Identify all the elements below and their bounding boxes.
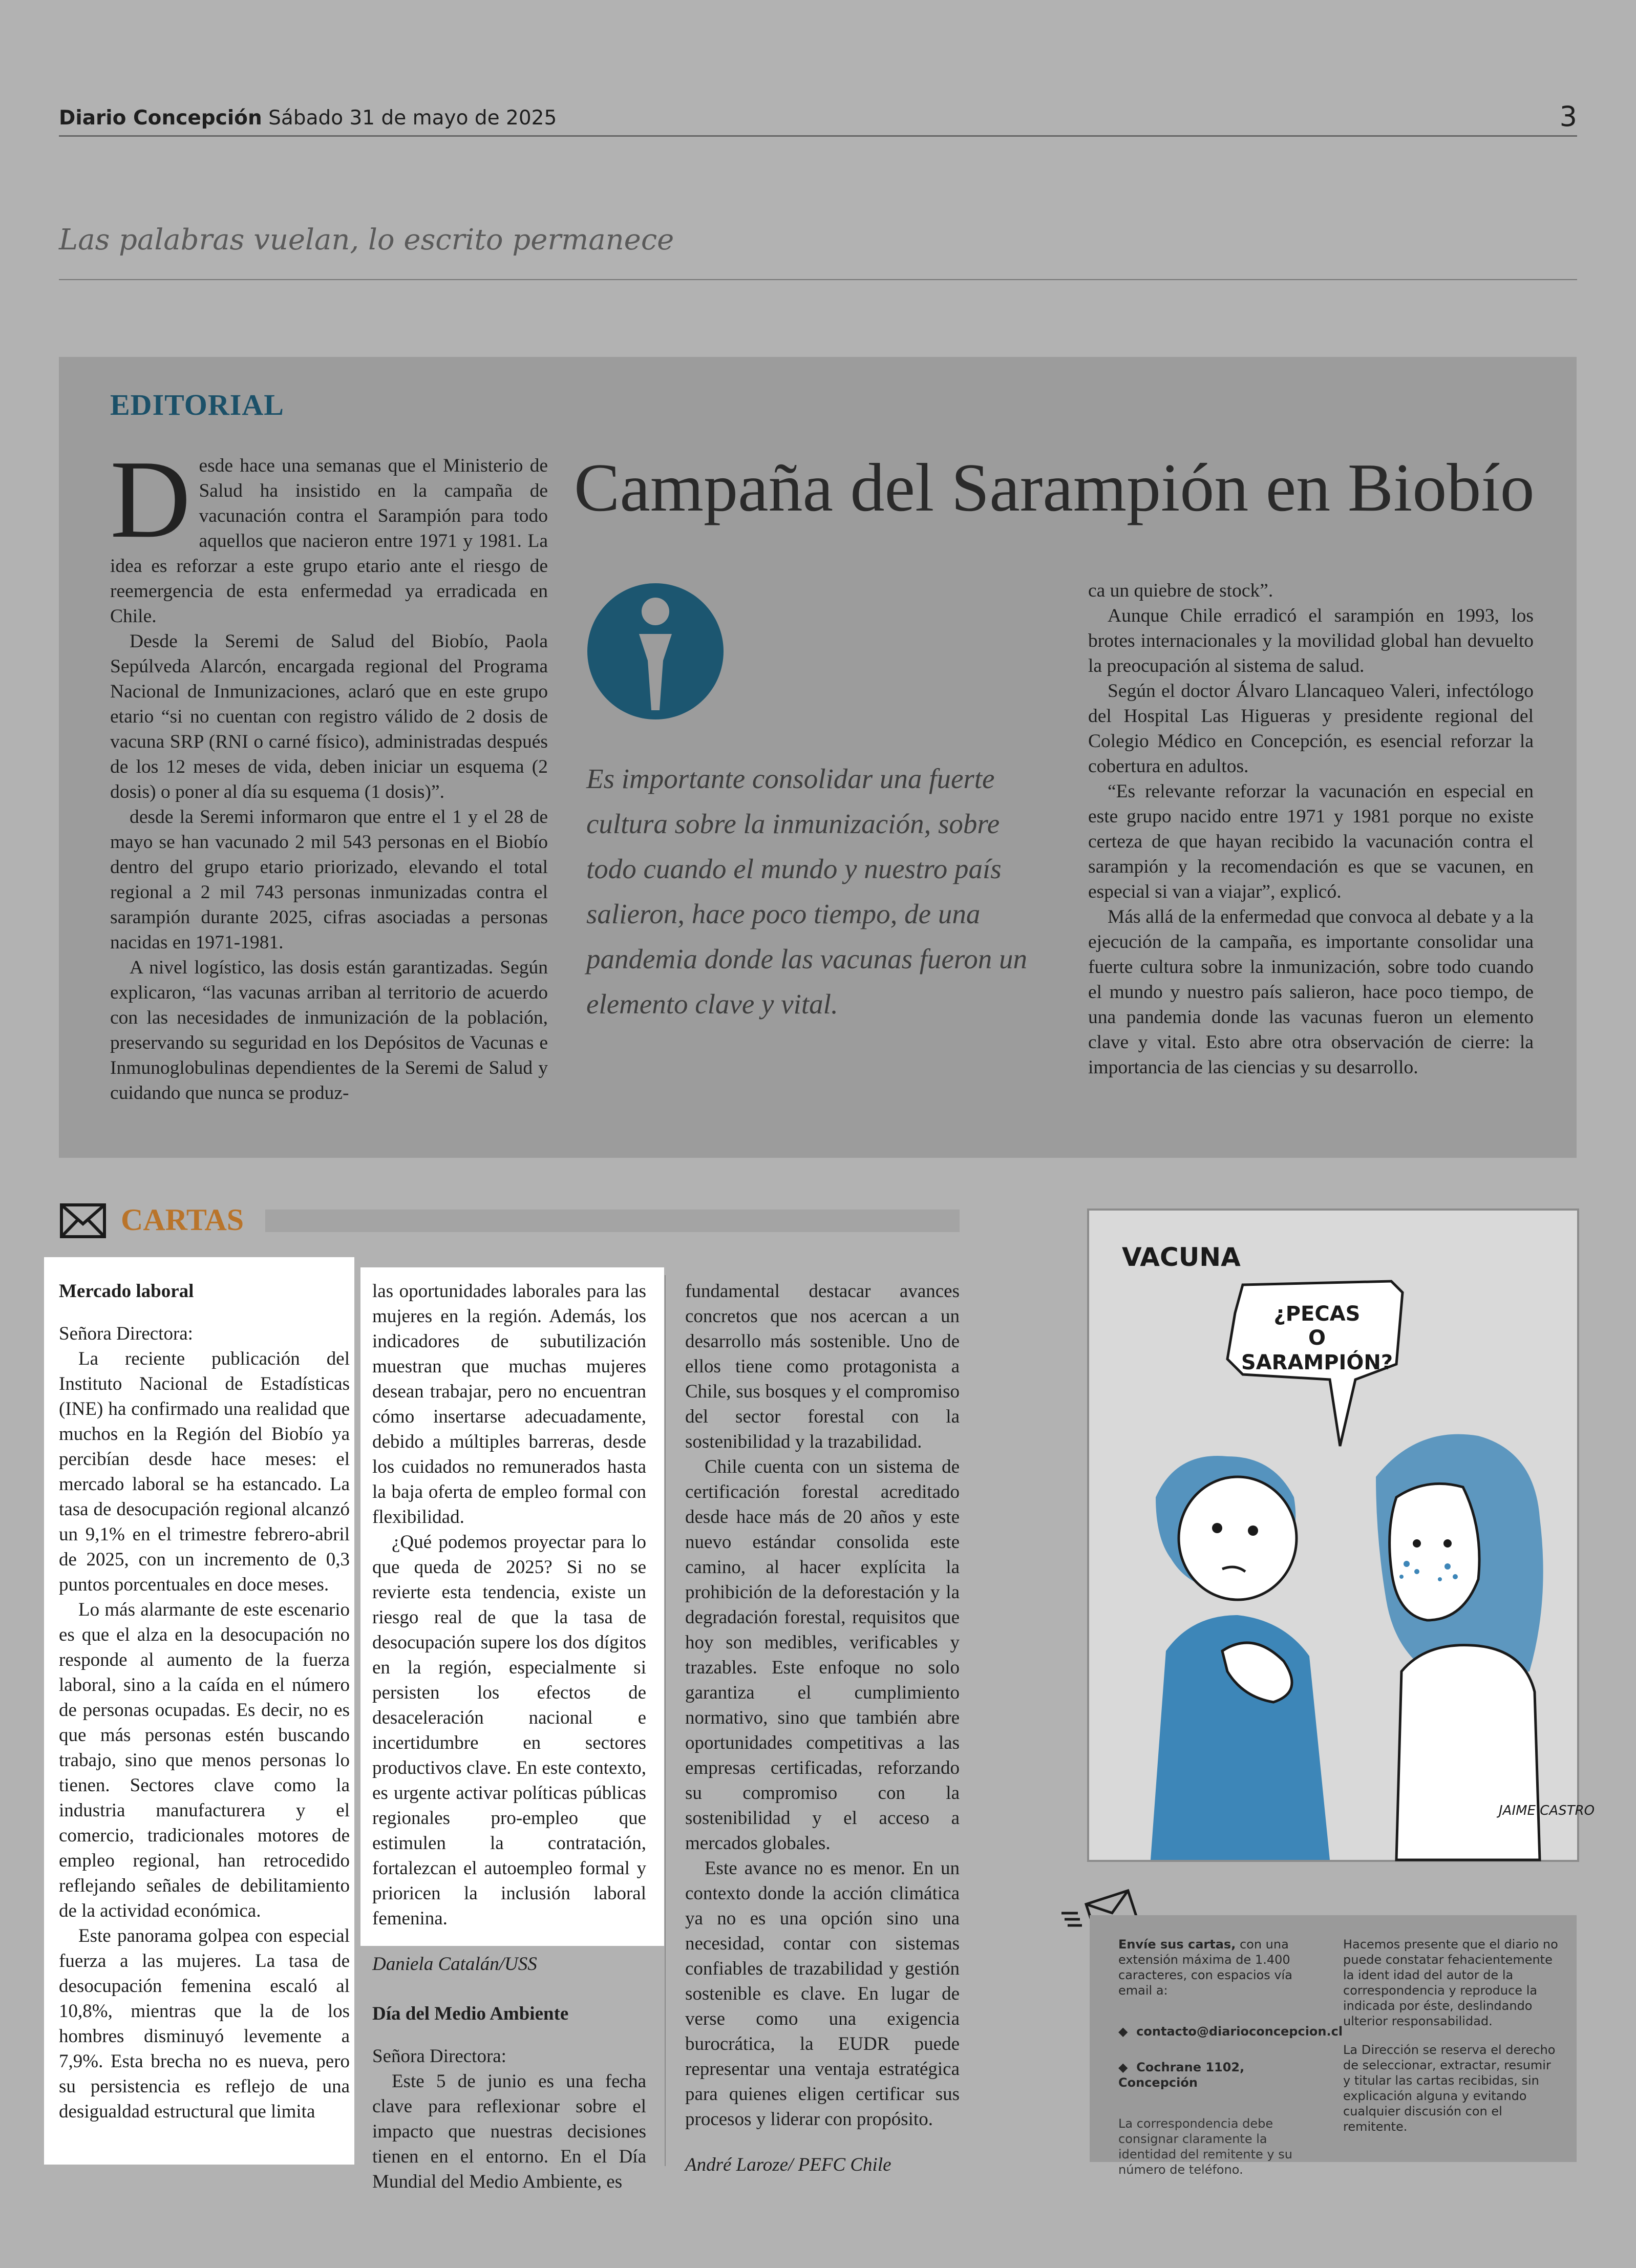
editorial-paragraph: Aunque Chile erradicó el sarampión en 1993, los brotes internacionales y la movilidad global han devuelto la preocupación al sistema de salud. [1088,605,1534,676]
section-tagline: Las palabras vuelan, lo escrito permanece [59,223,674,257]
letter-mercado-laboral [59,1279,350,2124]
cartas-header-bar [265,1210,960,1232]
letter-paragraph: fundamental destacar avances concretos que nos acercan a un desarrollo más sostenible. Uno de ellos tiene como protagonista a Chile, sus bosques y el compromiso del sector forestal con la sostenibilidad y la trazabilidad. [685,1281,960,1452]
editorial-column-3 [1088,578,1534,1080]
letter-signature: Daniela Catalán/USS [372,1954,537,1975]
contact-address: ◆ Cochrane 1102, Concepción [1118,2060,1245,2090]
column-divider [665,1275,666,2166]
letter-paragraph: ¿Qué podemos proyectar para lo que queda de 2025? Si no se revierte esta tendencia, existe un riesgo real de que la tasa de desocupación supere los dos dígitos en la región, especialmente si persisten los efectos de desaceleración nacional e incertidumbre en sectores productivos clave. En este contexto, es urgente activar políticas públicas regionales pro-empleo que estimulen la contratación, fortalezcan el autoempleo formal y prioricen la inclusión laboral femenina. [372,1532,646,1929]
cartoon-title: VACUNA [1122,1242,1241,1272]
issue-date: Sábado 31 de mayo de 2025 [268,107,557,130]
letter-paragraph: Este panorama golpea con especial fuerza a las mujeres. La tasa de desocupación femenina escaló al 10,8%, mientras que la de los hombres disminuyó levemente a 7,9%. Esta brecha no es nueva, pero su persistencia es reflejo de una desigualdad estructural que limita [59,1925,350,2122]
letter-heading: Mercado laboral [59,1281,194,1302]
header-rule [59,135,1577,137]
bubble-line-1: ¿PECAS [1273,1302,1361,1326]
editorial-first-paragraph: Desde hace una semanas que el Ministerio de Salud ha insistido en la campaña de vacunación contra el Sarampión para todo aquellos que nacieron entre 1971 y 1981. La idea es reforzar a este grupo etario ante el riesgo de reemergencia de esta enfermedad ya erradicada en Chile. [110,438,548,627]
editorial-column-1 [110,438,548,1106]
letter-paragraph: La reciente publicación del Instituto Nacional de Estadísticas (INE) ha confirmado una realidad que muchos en la Región del Biobío ya percibían desde hace meses: el mercado laboral se ha estancado. La tasa de desocupación regional alcanzó un 9,1% en el trimestre febrero-abril de 2025, con un incremento de 0,3 puntos porcentuales en doce meses. [59,1348,350,1595]
cartas-label: CARTAS [121,1203,244,1237]
editorial-paragraph: ca un quiebre de stock”. [1088,580,1273,601]
letter-paragraph: las oportunidades laborales para las mujeres en la región. Además, los indicadores de subutilización muestran que muchas mujeres desean trabajar, pero no encuentran cómo insertarse adecuadamente, debido a múltiples barreras, desde los cuidados no remunerados hasta la baja oferta de empleo formal con flexibilidad. [372,1281,646,1528]
info-note: La correspondencia debe consignar claramente la identidad del remitente y su número de teléfono. [1118,2116,1292,2177]
letter-column-3 [685,1279,960,2177]
masthead-line [59,107,557,130]
woman-face-icon [1390,1483,1479,1620]
letter-paragraph: Este avance no es menor. En un contexto donde la acción climática ya no es una opción sino una necesidad, contar con sistemas confiables de trazabilidad y gestión sostenible es clave. En lugar de verse como una exigencia burocrática, la EUDR puede representar una ventaja estratégica para quienes eligen certificar sus procesos y liderar con propósito. [685,1858,960,2130]
info-disclaimer: Hacemos presente que el diario no puede constatar fehacientemente la ident idad del autor de la correspondencia y reproduce la indicada por éste, deslindando ulterior responsabilidad. [1343,1937,1558,2028]
editorial-paragraph: A nivel logístico, las dosis están garantizadas. Según explicaron, “las vacunas arriban al territorio de acuerdo con las necesidades de inmunización de la población, preservando su seguridad en los Depósitos de Vacunas e Inmunoglobulinas dependientes de la Seremi de Salud y cuidando que nunca se produz- [110,957,548,1104]
letter-heading: Día del Medio Ambiente [372,2003,569,2024]
editorial-paragraph: Según el doctor Álvaro Llancaqueo Valeri, infectólogo del Hospital Las Higueras y presidente regional del Colegio Médico en Concepción, es esencial reforzar la cobertura en adultos. [1088,681,1534,777]
bubble-line-2: O [1308,1326,1326,1350]
letter-paragraph: Lo más alarmante de este escenario es que el alza en la desocupación no responde al aumento de la fuerza laboral, sino a la caída en el número de personas ocupadas. Es decir, no es que más personas estén buscando trabajo, sino que menos personas lo tienen. Sectores clave como la industria manufacturera y el comercio, tradicionales motores de empleo regional, han retrocedido reflejando señales de debilitamiento de la actividad económica. [59,1599,350,1921]
woman-body-icon [1396,1645,1540,1860]
letter-paragraph: Este 5 de junio es una fecha clave para reflexionar sobre el impacto que nuestras decisiones tienen en el entorno. En el Día Mundial del Medio Ambiente, es [372,2071,646,2192]
letter-signature: André Laroze/ PEFC Chile [685,2154,891,2175]
info-lead: Envíe sus cartas, con una extensión máxima de 1.400 caracteres, con espacios vía email a: [1118,1937,1292,1998]
editorial-paragraph: desde la Seremi informaron que entre el 1 y el 28 de mayo se han vacunado 2 mil 543 personas en el Biobío dentro del grupo etario priorizado, elevando el total regional a 2 mil 743 personas inmunizadas contra el sarampión durante 2025, cifras asociadas a personas nacidas en 1971-1981. [110,807,548,953]
info-rights: La Dirección se reserva el derecho de seleccionar, extractar, resumir y titular las cartas recibidas, sin explicación alguna y evitando cualquier discusión con el remitente. [1343,2043,1556,2134]
editorial-paragraph: Más allá de la enfermedad que convoca al debate y a la ejecución de la campaña, es importante consolidar una fuerte cultura sobre la inmunización, sobre todo cuando el mundo y nuestro país salieron, hace poco tiempo, de una pandemia donde las vacunas fueron un elemento clave y vital. Esto abre otra observación de cierre: la importancia de las ciencias y su desarrollo. [1088,906,1534,1078]
pull-quote: Es importante consolidar una fuerte cultura sobre la inmunización, sobre todo cuando el mundo y nuestro país salieron, hace poco tiempo, de una pandemia donde las vacunas fueron un elemento clave y vital. [586,763,1028,1020]
info-right-column [1343,1937,1558,2134]
envelope-icon [60,1203,106,1238]
editorial-panel [59,357,1577,1158]
editorial-paragraph: Desde la Seremi de Salud del Biobío, Paola Sepúlveda Alarcón, encargada regional del Programa Nacional de Inmunizaciones, aclaró que en este grupo etario “si no cuentan con registro válido de 2 dosis de vacuna SRP (RNI o carné físico), administradas después de los 12 meses de vida, deben iniciar un esquema (2 dosis) o poner al día su esquema (1 dosis)”. [110,631,548,802]
tagline-rule [59,279,1577,280]
publication-name: Diario Concepción [59,107,262,130]
letter-salutation: Señora Directora: [372,2046,506,2067]
letter-column-2 [372,1279,646,2194]
contact-email[interactable]: ◆ contacto@diarioconcepcion.cl [1118,2024,1343,2039]
drop-cap: D [110,438,191,561]
letter-salutation: Señora Directora: [59,1323,193,1344]
editorial-title: Campaña del Sarampión en Biobío [574,450,1535,525]
editorial-label: EDITORIAL [110,388,284,421]
letters-info-box [1090,1915,1577,2177]
cartoon-illustration [1087,1209,1595,1862]
page-number: 3 [1559,100,1577,133]
info-icon [586,580,725,723]
cartoon-signature: JAIME CASTRO [1499,1803,1595,1818]
info-left-column [1118,1937,1343,2177]
cartoon-drawing [1089,1211,1595,1860]
letter-paragraph: Chile cuenta con un sistema de certificación forestal acreditado desde hace más de 20 años y este nuevo estándar consolida este camino, al hacer explícita la prohibición de la deforestación y la degradación forestal, requisitos que hoy son medibles, verificables y trazables. Este enfoque no solo garantiza el cumplimiento normativo, sino que también abre oportunidades competitivas a las empresas certificadas, reforzando su compromiso con la sostenibilidad y el acceso a mercados globales. [685,1456,960,1854]
bubble-line-3: SARAMPIÓN? [1241,1351,1393,1374]
editorial-paragraph: “Es relevante reforzar la vacunación en especial en este grupo nacido entre 1971 y 1981 porque no existe certeza de que hayan recibido la vacunación contra el sarampión y la recomendación es que se vacunen, en especial si van a viajar”, explicó. [1088,781,1534,902]
man-face-icon [1179,1477,1297,1600]
